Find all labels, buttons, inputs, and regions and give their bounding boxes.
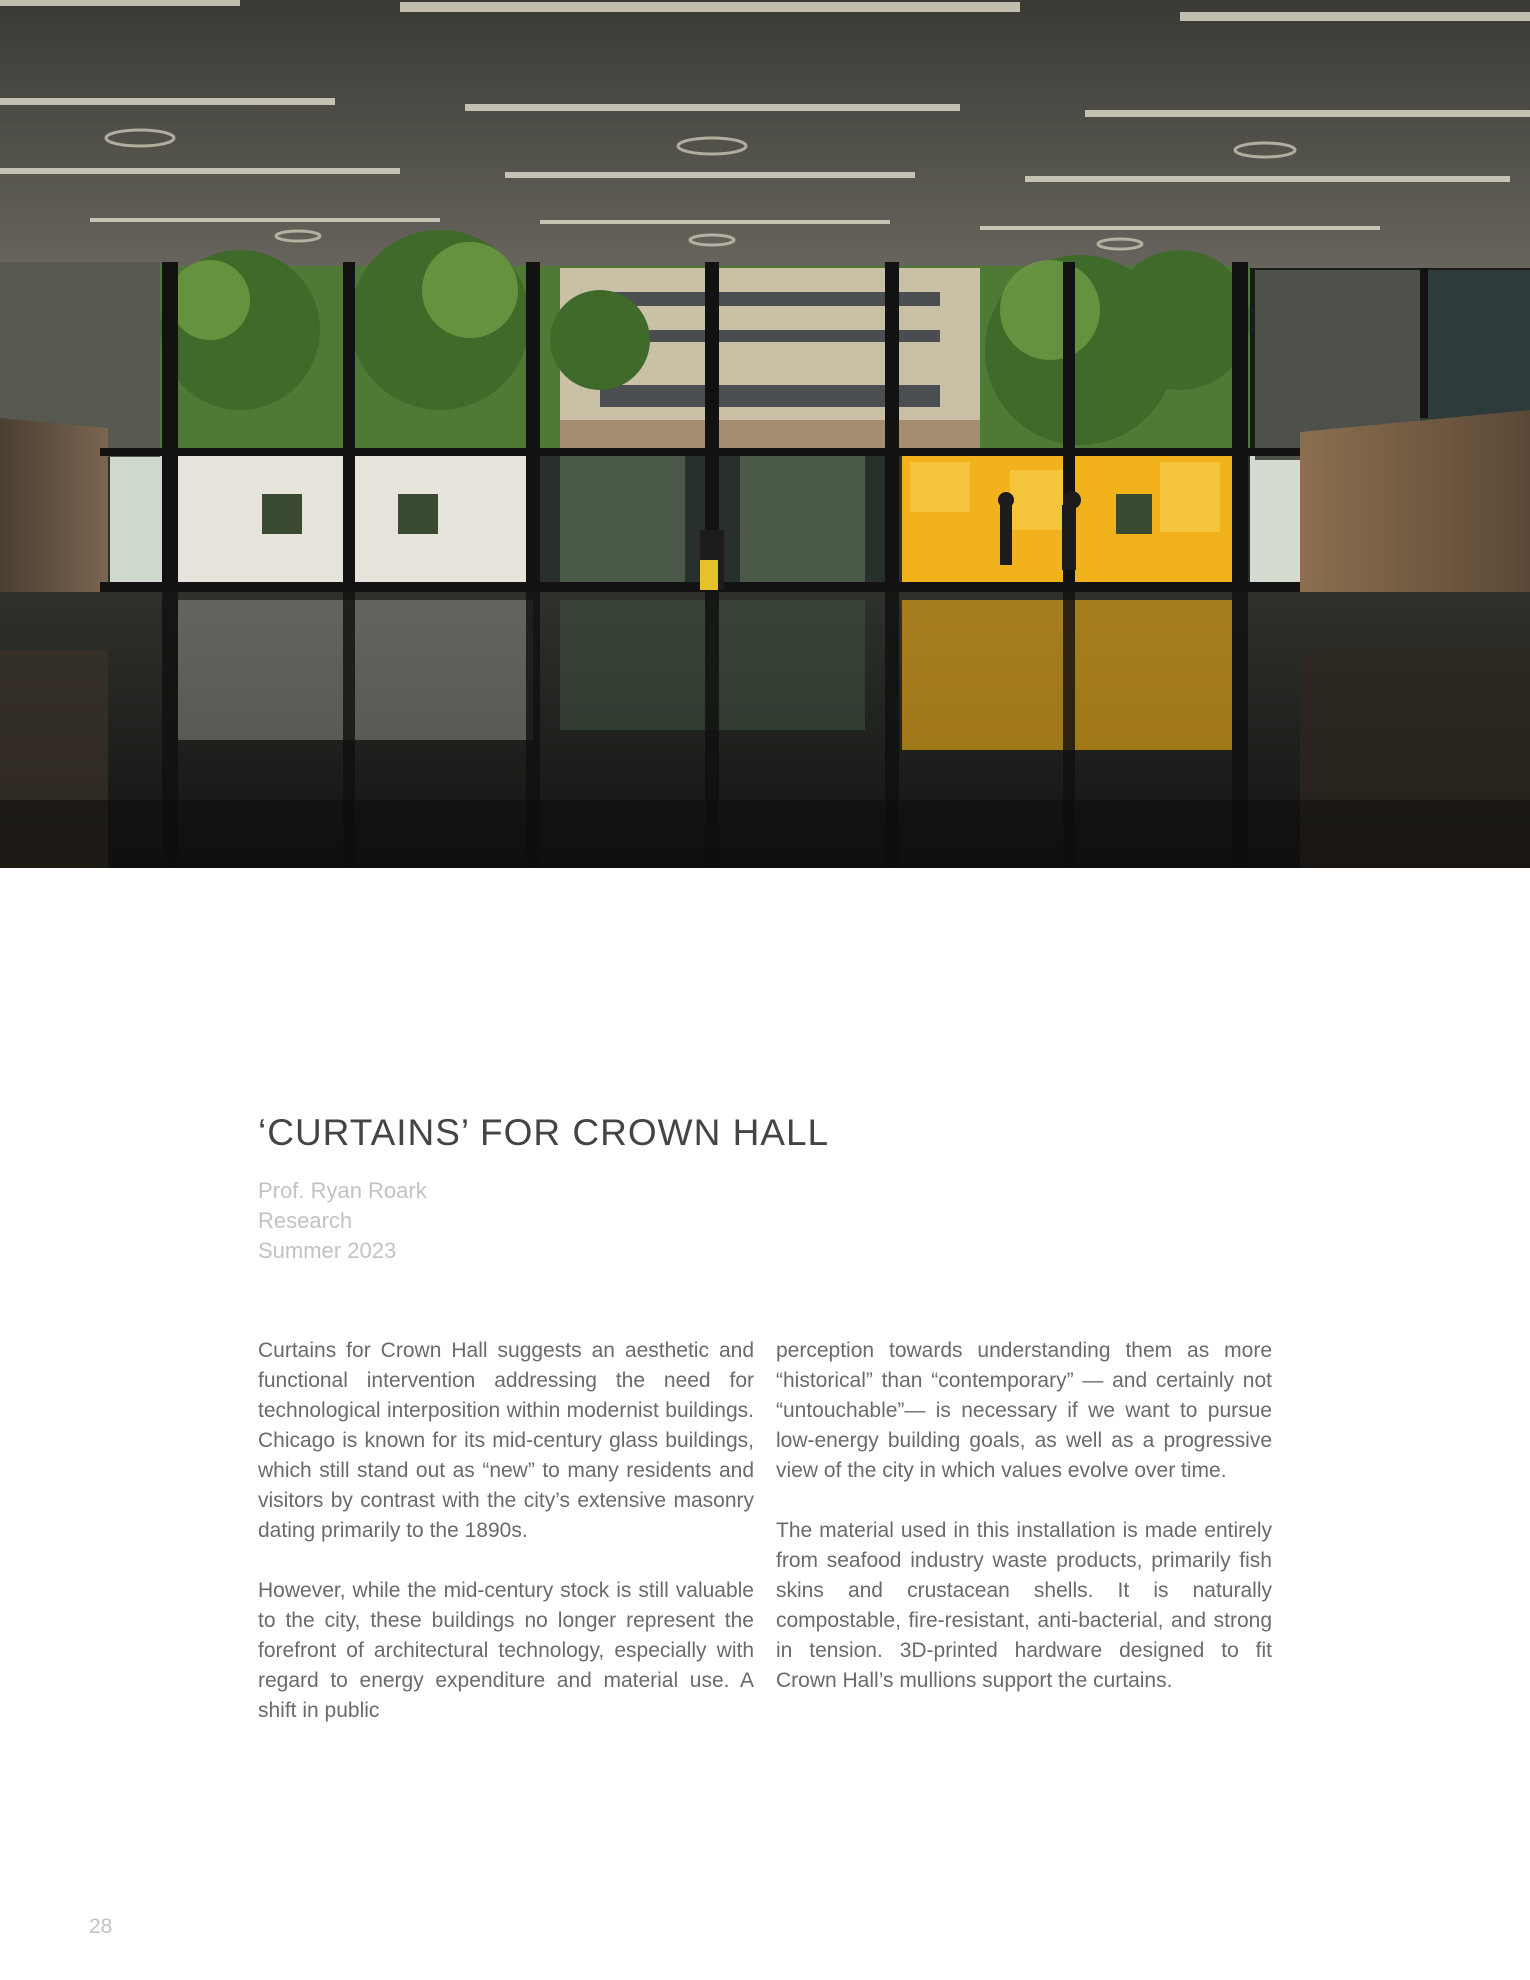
body-paragraph: The material used in this installation is made entirely from seafood industry waste products, primarily fish skins and crustacean shells. It is naturally compostable, fire-resistant, anti-bacterial, and strong in tension. 3D-printed hardware designed to fit Crown Hall’s mullions support the curtains. xyxy=(776,1519,1272,1692)
article-category: Research xyxy=(258,1208,353,1233)
body-paragraph: perception towards understanding them as more “historical” than “contemporary” — and certainly not “untouchable”— is necessary if we want to pursue low-energy building goals, as well as a progressive view of the city in which values evolve over time. xyxy=(776,1339,1272,1482)
article-title: ‘CURTAINS’ FOR CROWN HALL xyxy=(258,1112,830,1153)
page-number: 28 xyxy=(89,1915,113,1938)
article-meta xyxy=(258,1176,427,1266)
crown-hall-interior-photo xyxy=(0,0,1530,868)
body-column-right xyxy=(776,1336,1272,1726)
body-column-left xyxy=(258,1336,754,1756)
body-paragraph: However, while the mid-century stock is still valuable to the city, these buildings no longer represent the forefront of architectural technology, especially with regard to energy expenditure and material use. A shift in public xyxy=(258,1579,754,1722)
article-date: Summer 2023 xyxy=(258,1238,397,1263)
author-name: Prof. Ryan Roark xyxy=(258,1178,427,1203)
body-paragraph: Curtains for Crown Hall suggests an aesthetic and functional intervention addressing the need for technological interposition within modernist buildings. Chicago is known for its mid-century glass buildings, which still stand out as “new” to many residents and visitors by contrast with the city’s extensive masonry dating primarily to the 1890s. xyxy=(258,1339,754,1542)
